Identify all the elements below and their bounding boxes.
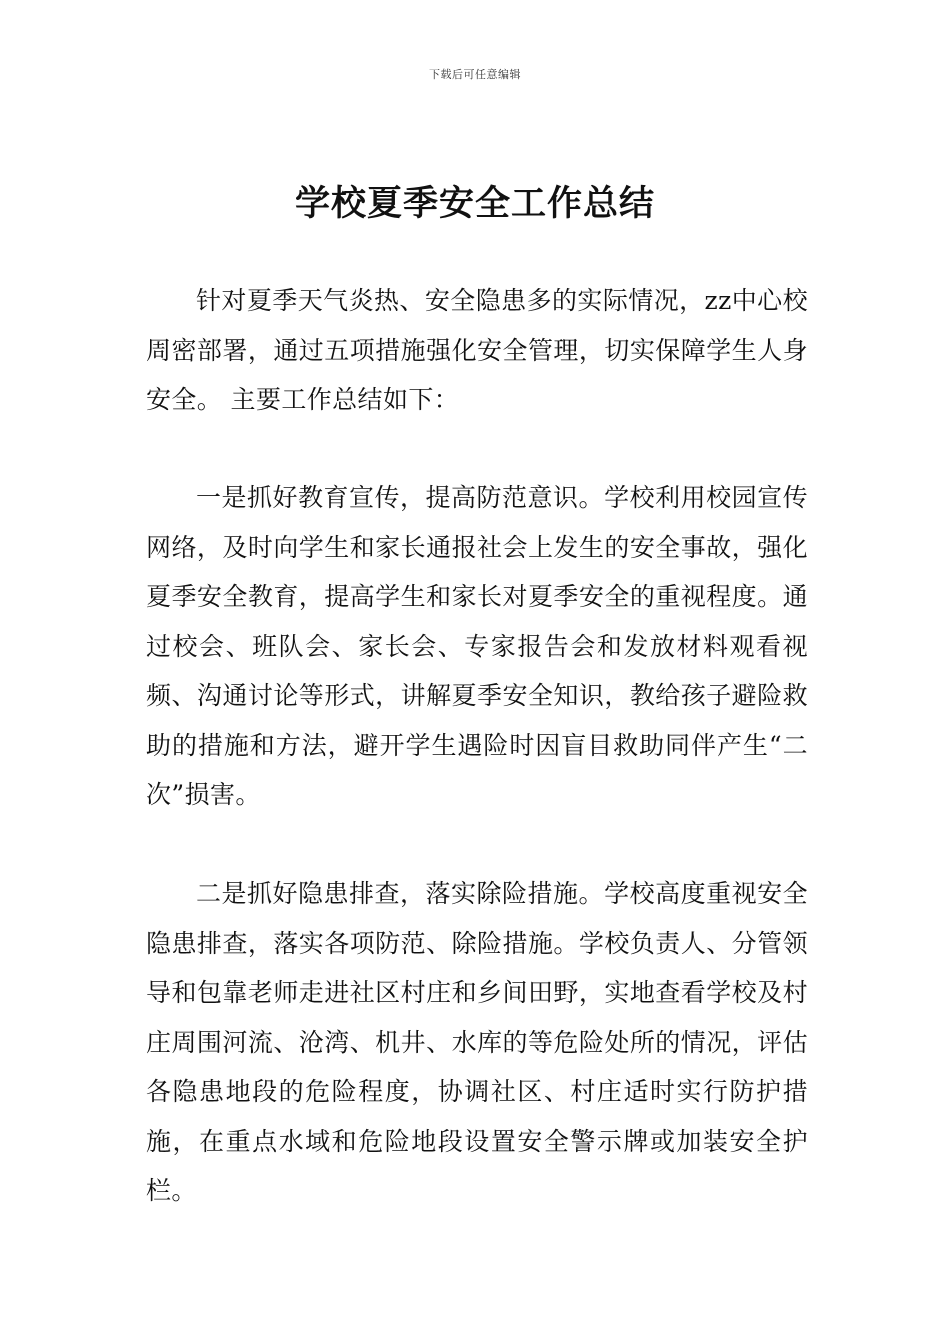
paragraph-hazard-check: 二是抓好隐患排查，落实除险措施。学校高度重视安全隐患排查，落实各项防范、除险措施。学校负责人、分管领导和包靠老师走进社区村庄和乡间田野，实地查看学校及村庄周围河流、沧湾、机井、水库的等危险处所的情况，评估各隐患地段的危险程度，协调社区、村庄适时实行防护措施，在重点水域和危险地段设置安全警示牌或加装安全护栏。 xyxy=(146,879,808,1205)
header-note: 下载后可任意编辑 xyxy=(429,68,521,81)
paragraph-intro: 针对夏季天气炎热、安全隐患多的实际情况，zz中心校周密部署，通过五项措施强化安全管理，切实保障学生人身安全。 主要工作总结如下： xyxy=(146,286,808,414)
paragraph-education: 一是抓好教育宣传，提高防范意识。学校利用校园宣传网络，及时向学生和家长通报社会上发生的安全事故，强化夏季安全教育，提高学生和家长对夏季安全的重视程度。通过校会、班队会、家长会、专家报告会和发放材料观看视频、沟通讨论等形式，讲解夏季安全知识，教给孩子避险救助的措施和方法，避开学生遇险时因盲目救助同伴产生“二次”损害。 xyxy=(146,483,808,809)
document-title: 学校夏季安全工作总结 xyxy=(294,184,655,224)
